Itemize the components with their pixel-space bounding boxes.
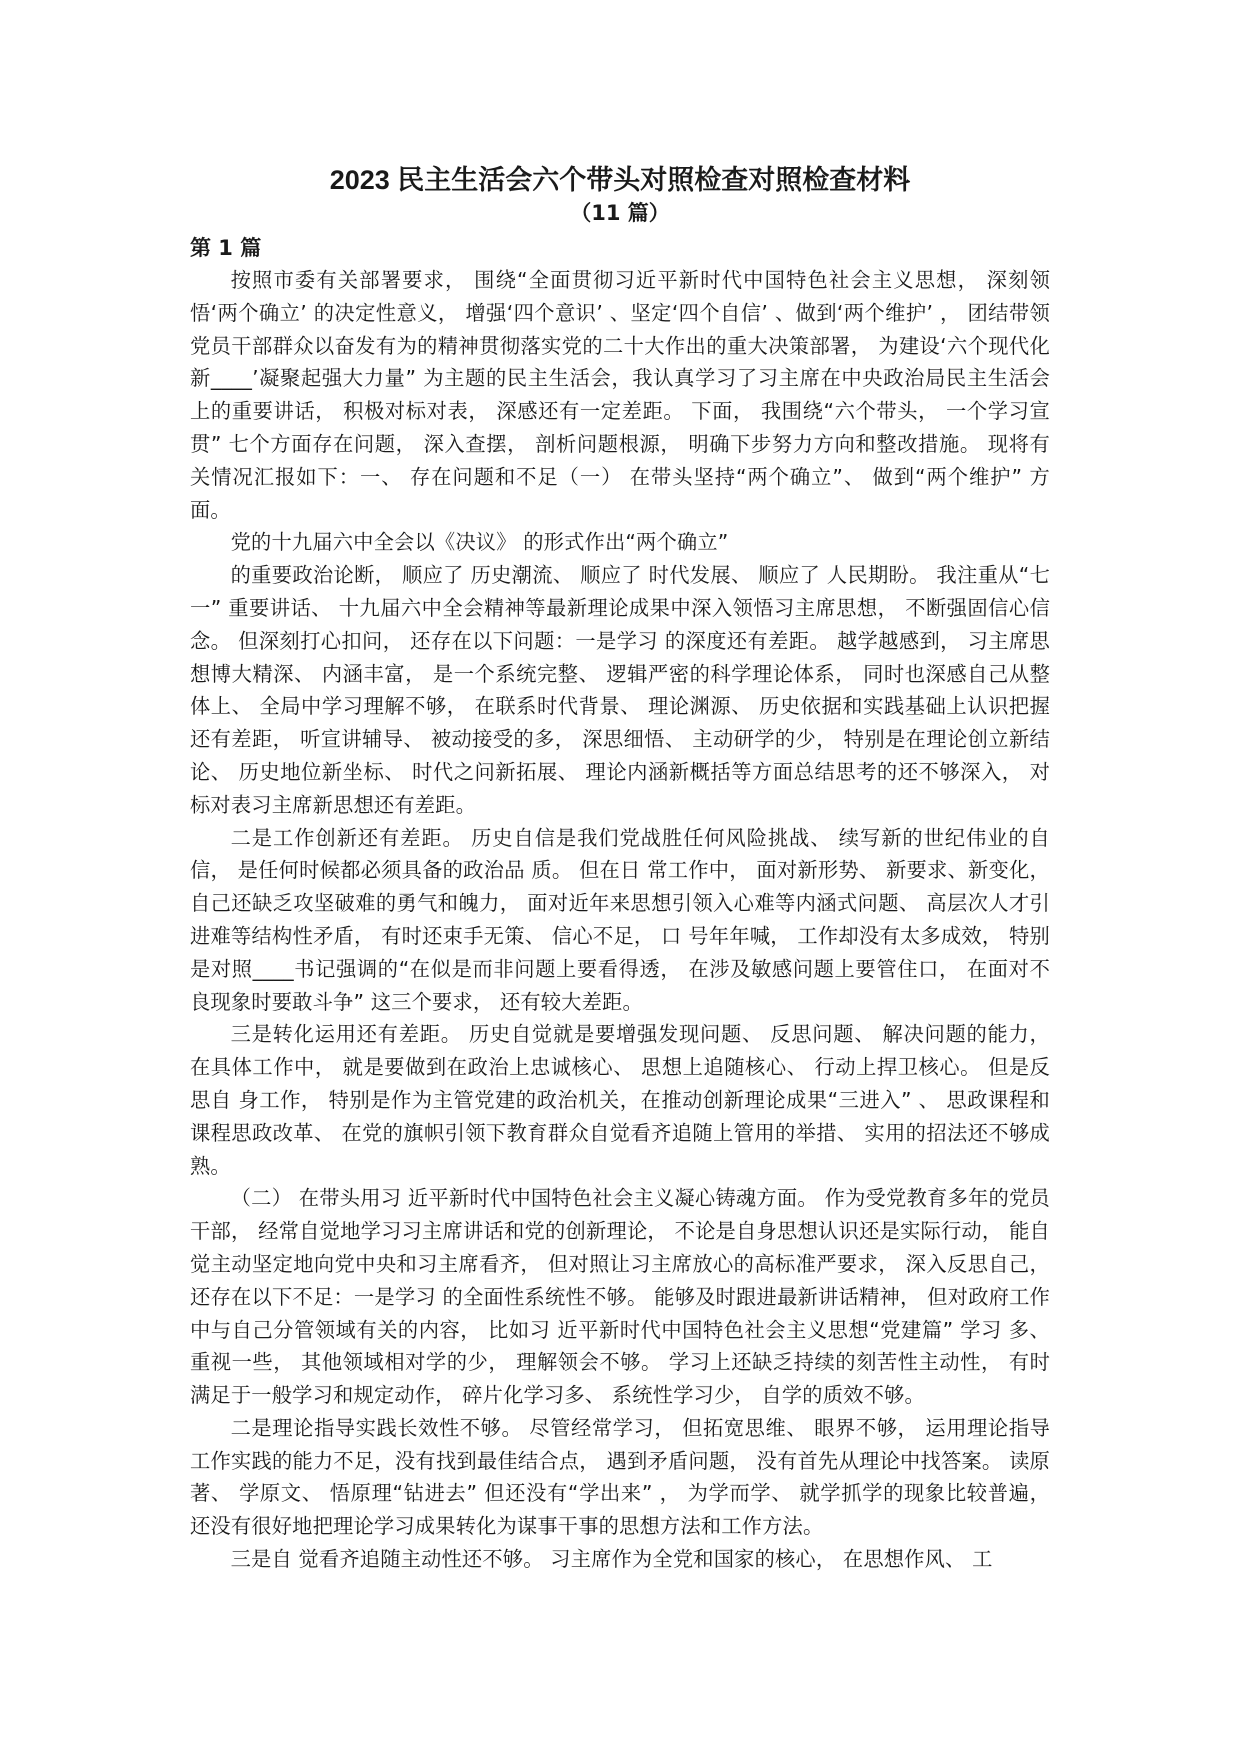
paragraph: 党的十九届六中全会以《决议》 的形式作出“两个确立”	[230, 530, 729, 555]
paragraph: 按照市委有关部署要求， 围绕“全面贯彻习近平新时代中国特色社会主义思想， 深刻领悟‘两个确立’ 的决定性意义， 增强‘四个意识’ 、坚定‘四个自信’ 、做到‘两个维护’ ， 团结带领党员干部群众以奋发有为的精神贯彻落实党的二十大作出的重大决策部署， 为建设‘六个现代化新____’凝聚起强大力量” 为主题的民主生活会，我认真学习了习主席在中央政治局民主生活会上的重要讲话， 积极对标对表， 深感还有一定差距。 下面， 我围绕“六个带头， 一个学习宣贯” 七个方面存在问题， 深入查摆， 剖析问题根源， 明确下步努力方向和整改措施。 现将有关情况汇报如下：一、 存在问题和不足（一） 在带头坚持“两个确立”、 做到“两个维护” 方面。	[190, 268, 1050, 522]
paragraph: 的重要政治论断， 顺应了 历史潮流、 顺应了 时代发展、 顺应了 人民期盼。 我注重从“七一” 重要讲话、 十九届六中全会精神等最新理论成果中深入领悟习主席思想， 不断强固信心信念。 但深刻打心扣问， 还存在以下问题：一是学习 的深度还有差距。 越学越感到， 习主席思想博大精深、 内涵丰富， 是一个系统完整、 逻辑严密的科学理论体系， 同时也深感自己从整体上、 全局中学习理解不够， 在联系时代背景、 理论渊源、 历史依据和实践基础上认识把握还有差距， 听宣讲辅导、 被动接受的多， 深思细悟、 主动研学的少， 特别是在理论创立新结论、 历史地位新坐标、 时代之问新拓展、 理论内涵新概括等方面总结思考的还不够深入， 对标对表习主席新思想还有差距。	[190, 563, 1050, 817]
paragraph: 二是理论指导实践长效性不够。 尽管经常学习， 但拓宽思维、 眼界不够， 运用理论指导工作实践的能力不足，没有找到最佳结合点， 遇到矛盾问题， 没有首先从理论中找答案。 读原著、 学原文、 悟原理“钻进去” 但还没有“学出来” ， 为学而学、 就学抓学的现象比较普遍， 还没有很好地把理论学习成果转化为谋事干事的思想方法和工作方法。	[190, 1415, 1050, 1539]
paragraph: 三是转化运用还有差距。 历史自觉就是要增强发现问题、 反思问题、 解决问题的能力， 在具体工作中， 就是要做到在政治上忠诚核心、 思想上追随核心、 行动上捍卫核心。 但是反思自 身工作， 特别是作为主管党建的政治机关，在推动创新理论成果“三进入” 、 思政课程和课程思政改革、 在党的旗帜引领下教育群众自觉看齐追随上管用的举措、 实用的招法还不够成熟。	[190, 1022, 1050, 1178]
paragraph: 三是自 觉看齐追随主动性还不够。 习主席作为全党和国家的核心， 在思想作风、 工	[230, 1547, 993, 1572]
document-page	[190, 162, 1050, 1576]
document-subtitle: （11 篇）	[570, 201, 670, 225]
section-heading: 第 1 篇	[190, 236, 262, 260]
paragraph: （二） 在带头用习 近平新时代中国特色社会主义凝心铸魂方面。 作为受党教育多年的党员干部， 经常自觉地学习习主席讲话和党的创新理论， 不论是自身思想认识还是实际行动， 能自觉主动坚定地向党中央和习主席看齐， 但对照让习主席放心的高标准严要求， 深入反思自己， 还存在以下不足：一是学习 的全面性系统性不够。 能够及时跟进最新讲话精神， 但对政府工作中与自己分管领域有关的内容， 比如习 近平新时代中国特色社会主义思想“党建篇” 学习 多、重视一些， 其他领域相对学的少， 理解领会不够。 学习上还缺乏持续的刻苦性主动性， 有时满足于一般学习和规定动作， 碎片化学习多、 系统性学习少， 自学的质效不够。	[190, 1186, 1050, 1408]
paragraph: 二是工作创新还有差距。 历史自信是我们党战胜任何风险挑战、 续写新的世纪伟业的自信， 是任何时候都必须具备的政治品 质。 但在日 常工作中， 面对新形势、 新要求、新变化， 自己还缺乏攻坚破难的勇气和魄力， 面对近年来思想引领入心难等内涵式问题、 高层次人才引进难等结构性矛盾， 有时还束手无策、 信心不足， 口 号年年喊， 工作却没有太多成效， 特别是对照____书记强调的“在似是而非问题上要看得透， 在涉及敏感问题上要管住口， 在面对不良现象时要敢斗争” 这三个要求， 还有较大差距。	[190, 825, 1050, 1014]
document-title: 2023 民主生活会六个带头对照检查对照检查材料	[329, 165, 911, 195]
